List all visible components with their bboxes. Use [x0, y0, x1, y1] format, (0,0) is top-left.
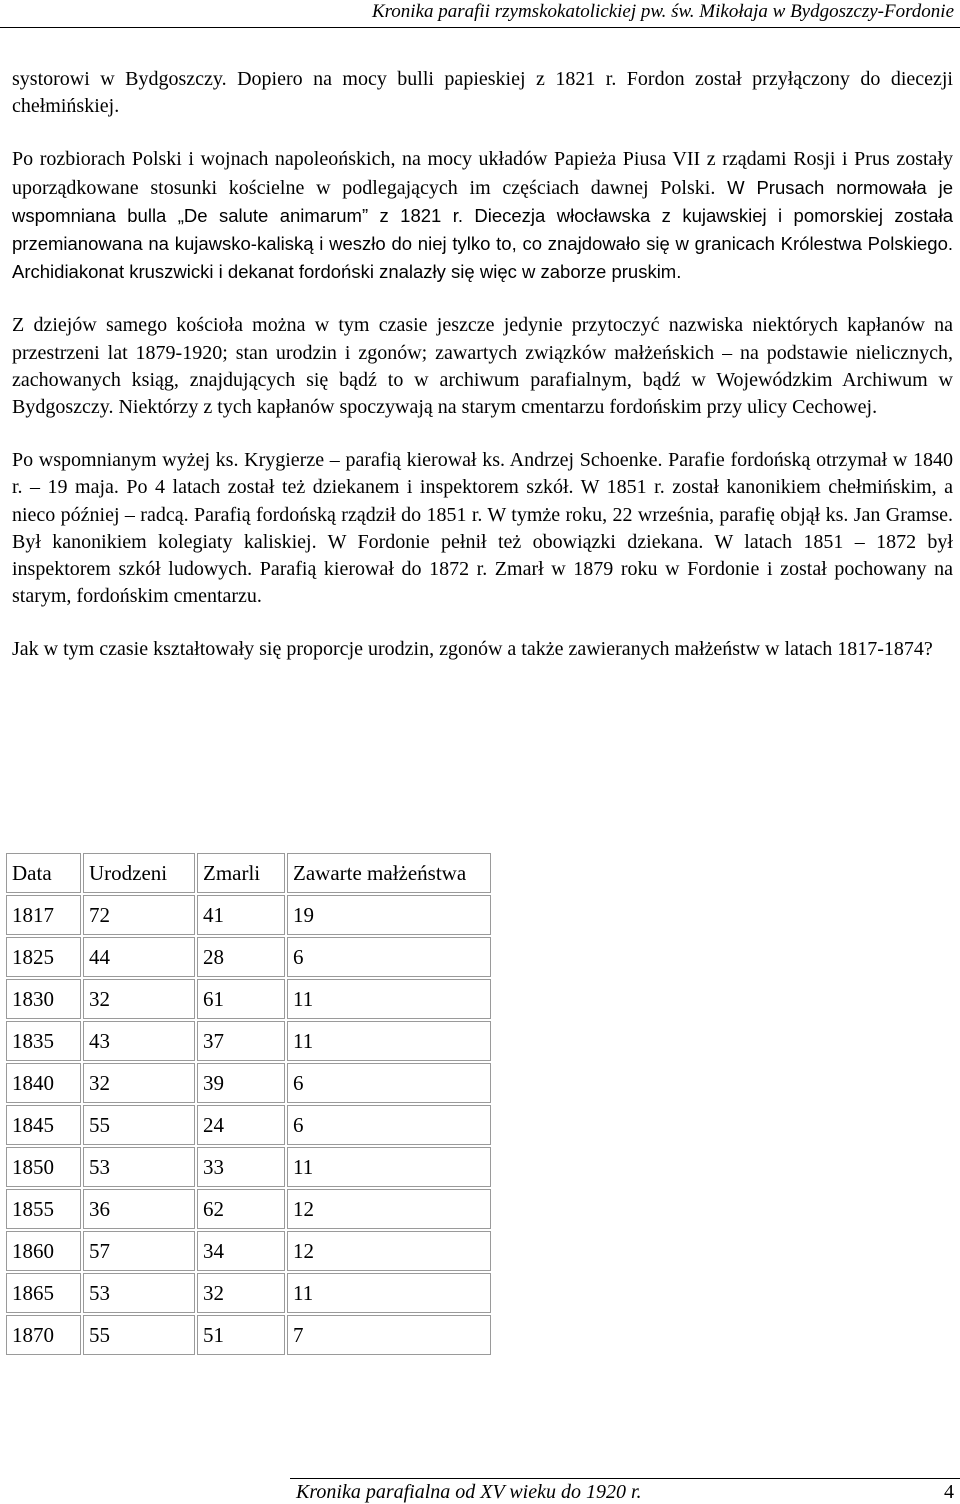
table-cell: 19	[287, 895, 491, 935]
table-cell: 7	[287, 1315, 491, 1355]
table-cell: 51	[197, 1315, 285, 1355]
header-births: Urodzeni	[83, 853, 195, 893]
table-cell: 53	[83, 1273, 195, 1313]
table-cell: 11	[287, 979, 491, 1019]
table-cell: 6	[287, 1063, 491, 1103]
table-cell: 1840	[6, 1063, 81, 1103]
table-cell: 1817	[6, 895, 81, 935]
table-row	[6, 979, 491, 1019]
table-cell: 57	[83, 1231, 195, 1271]
header-date: Data	[6, 853, 81, 893]
table-row	[6, 1189, 491, 1229]
footer-title: Kronika parafialna od XV wieku do 1920 r.	[296, 1481, 642, 1503]
table-cell: 12	[287, 1189, 491, 1229]
table-cell: 11	[287, 1021, 491, 1061]
table-body	[6, 895, 491, 1355]
paragraph-2-part-2: W Prusach normowała je wspomniana bulla „De salute animarum” z 1821 r. Diecezja włocławska z kujawskiej i pomorskiej została przemianowana na kujawsko-kaliską i weszło do niej tylko to, co znajdowało się w granicach Królestwa Polskiego. Archidiakonat kruszwicki i dekanat fordoński znalazły się więc w zaborze pruskim.	[12, 176, 954, 283]
table-cell: 72	[83, 895, 195, 935]
table-row	[6, 1231, 491, 1271]
table-cell: 1845	[6, 1105, 81, 1145]
page-footer	[290, 1478, 960, 1504]
table-cell: 1825	[6, 937, 81, 977]
table-cell: 24	[197, 1105, 285, 1145]
table-cell: 34	[197, 1231, 285, 1271]
paragraph-3: Z dziejów samego kościoła można w tym czasie jeszcze jedynie przytoczyć nazwiska niektórych kapłanów na przestrzeni lat 1879-1920; stan urodzin i zgonów; zawartych związków małżeńskich – na podstawie nielicznych, zachowanych ksiąg, znajdujących się bądź to w archiwum parafialnym, bądź w Wojewódzkim Archiwum w Bydgoszczy. Niektórzy z tych kapłanów spoczywają na starym cmentarzu fordońskim przy ulicy Cechowej.	[12, 314, 953, 419]
header-deaths: Zmarli	[197, 853, 285, 893]
table-cell: 32	[197, 1273, 285, 1313]
table-cell: 33	[197, 1147, 285, 1187]
table-cell: 53	[83, 1147, 195, 1187]
header-title: Kronika parafii rzymskokatolickiej pw. św. Mikołaja w Bydgoszczy-Fordonie	[371, 1, 954, 22]
table-row	[6, 1021, 491, 1061]
table-cell: 6	[287, 1105, 491, 1145]
table-cell: 44	[83, 937, 195, 977]
table-cell: 62	[197, 1189, 285, 1229]
table-row	[6, 1273, 491, 1313]
table-cell: 32	[83, 1063, 195, 1103]
table-cell: 41	[197, 895, 285, 935]
paragraph-2-part-1: Po rozbiorach Polski i wojnach napoleońskich, na mocy układów Papieża Piusa VII z rządami Rosji i Prus zostały uporządkowane stosunki kościelne w podlegających im częściach dawnej Polski.	[12, 148, 953, 199]
table-cell: 1830	[6, 979, 81, 1019]
table-cell: 11	[287, 1273, 491, 1313]
table-row	[6, 1063, 491, 1103]
table-cell: 37	[197, 1021, 285, 1061]
paragraph-5: Jak w tym czasie kształtowały się proporcje urodzin, zgonów a także zawieranych małżeństw w latach 1817-1874?	[12, 638, 933, 661]
table-cell: 32	[83, 979, 195, 1019]
body-text	[12, 66, 953, 690]
page-number: 4	[944, 1481, 954, 1503]
table-cell: 11	[287, 1147, 491, 1187]
table-cell: 6	[287, 937, 491, 977]
header-marriages: Zawarte małżeństwa	[287, 853, 491, 893]
table-cell: 1865	[6, 1273, 81, 1313]
table-cell: 1870	[6, 1315, 81, 1355]
table-row	[6, 1147, 491, 1187]
table-cell: 36	[83, 1189, 195, 1229]
table-header-row	[6, 853, 491, 893]
table-cell: 28	[197, 937, 285, 977]
table-cell: 1850	[6, 1147, 81, 1187]
table-cell: 61	[197, 979, 285, 1019]
statistics-table	[4, 851, 493, 1357]
table-cell: 55	[83, 1315, 195, 1355]
table-cell: 39	[197, 1063, 285, 1103]
table-cell: 1860	[6, 1231, 81, 1271]
table-row	[6, 937, 491, 977]
table-cell: 1835	[6, 1021, 81, 1061]
table-cell: 12	[287, 1231, 491, 1271]
table-cell: 43	[83, 1021, 195, 1061]
paragraph-1: systorowi w Bydgoszczy. Dopiero na mocy bulli papieskiej z 1821 r. Fordon został przyłączony do diecezji chełmińskiej.	[12, 68, 953, 118]
table-row	[6, 1105, 491, 1145]
page-header	[0, 0, 960, 28]
paragraph-4: Po wspomnianym wyżej ks. Krygierze – parafią kierował ks. Andrzej Schoenke. Parafie fordońską otrzymał w 1840 r. – 19 maja. Po 4 latach został też dziekanem i inspektorem szkół. W 1851 r. został kanonikiem chełmińskim, a nieco później – radcą. Parafią fordońską rządził do 1851 r. W tymże roku, 22 września, parafię objął ks. Jan Gramse. Był kanonikiem kolegiaty kaliskiej. W Fordonie pełnił też obowiązki dziekana. W latach 1851 – 1872 był inspektorem szkół ludowych. Parafią kierował do 1872 r. Zmarł w 1879 roku w Fordonie i został pochowany na starym, fordońskim cmentarzu.	[12, 449, 953, 608]
table-cell: 55	[83, 1105, 195, 1145]
table-row	[6, 895, 491, 935]
table-row	[6, 1315, 491, 1355]
table-cell: 1855	[6, 1189, 81, 1229]
paragraph-2	[12, 146, 953, 286]
